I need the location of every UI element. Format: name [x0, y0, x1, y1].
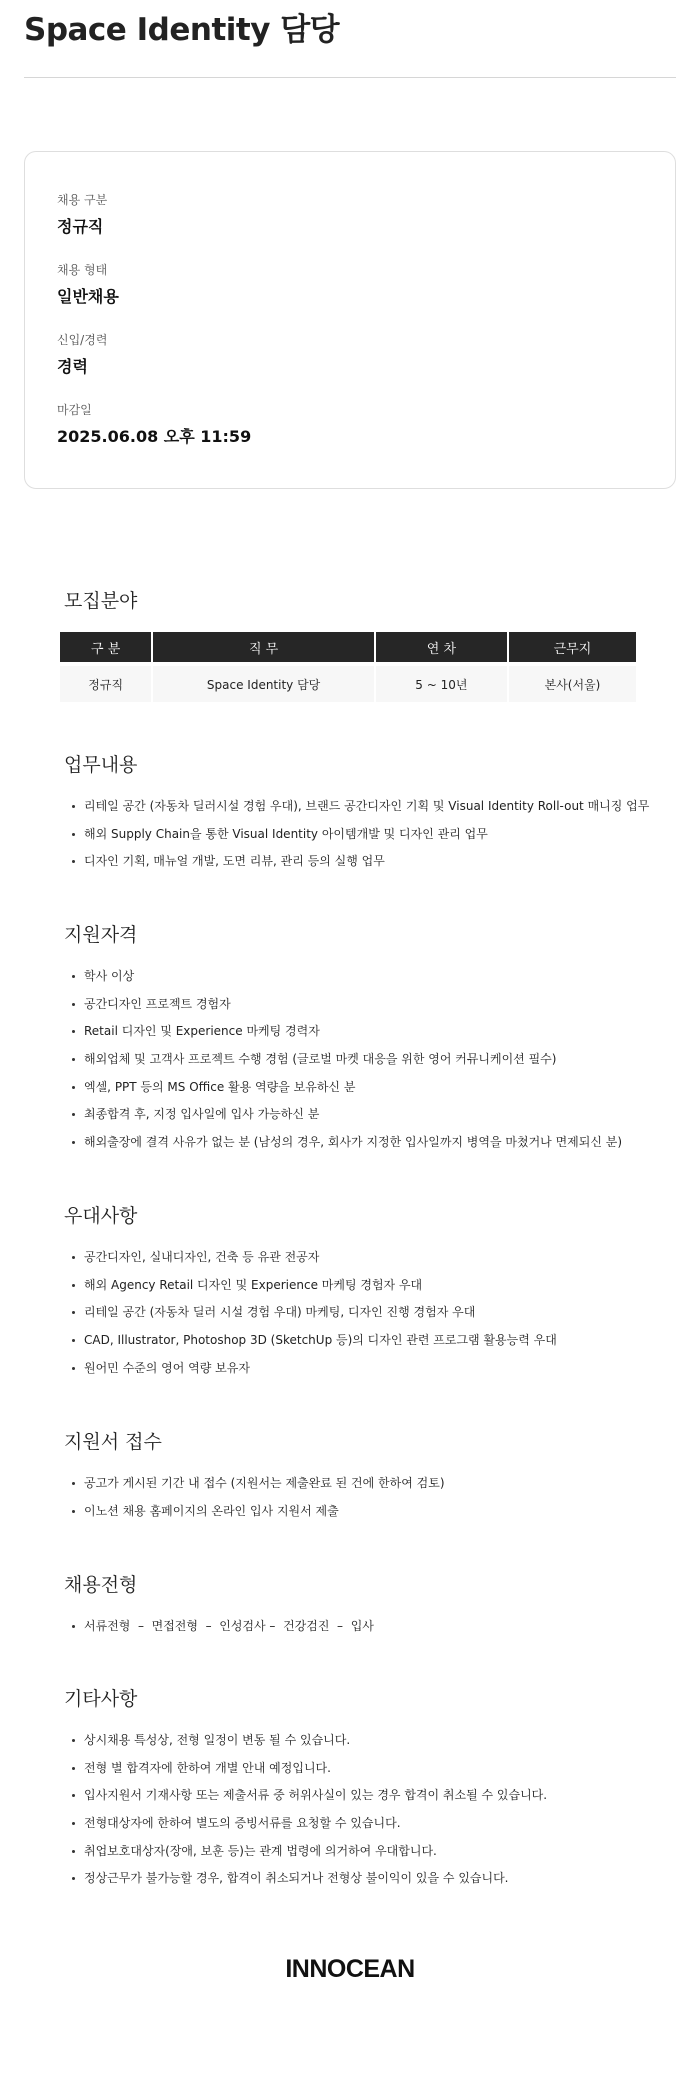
duties-section-title: 업무내용 [64, 754, 138, 776]
employment-category-label: 채용 구분 [57, 193, 108, 207]
preferred-list [70, 1249, 557, 1387]
col-header-years: 연 차 [376, 632, 507, 662]
job-summary-card [24, 151, 676, 489]
cell-years: 5 ~ 10년 [376, 662, 507, 702]
list-item: 리테일 공간 (자동차 딜러시설 경험 우대), 브랜드 공간디자인 기획 및 Visual Identity Roll-out 매니징 업무 [70, 798, 649, 826]
list-item: 리테일 공간 (자동차 딜러 시설 경험 우대) 마케팅, 디자인 진행 경험자 우대 [70, 1304, 557, 1332]
list-item: Retail 디자인 및 Experience 마케팅 경력자 [70, 1023, 622, 1051]
list-item: 최종합격 후, 지정 입사일에 입사 가능하신 분 [70, 1106, 622, 1134]
etc-list [70, 1732, 547, 1898]
qualifications-list [70, 968, 622, 1162]
list-item: 원어민 수준의 영어 역량 보유자 [70, 1360, 557, 1388]
list-item: 엑셀, PPT 등의 MS Office 활용 역량을 보유하신 분 [70, 1079, 622, 1107]
table-header-row [60, 632, 636, 662]
preferred-section-title: 우대사항 [64, 1205, 138, 1227]
list-item: CAD, Illustrator, Photoshop 3D (SketchUp 등)의 디자인 관련 프로그램 활용능력 우대 [70, 1332, 557, 1360]
process-section-title: 채용전형 [64, 1574, 138, 1596]
recruit-table [58, 632, 638, 702]
list-item: 전형 별 합격자에 한하여 개별 안내 예정입니다. [70, 1760, 547, 1788]
recruit-section-title: 모집분야 [64, 590, 138, 612]
page-title: Space Identity 담당 [24, 12, 340, 48]
application-section-title: 지원서 접수 [64, 1431, 162, 1453]
list-item: 이노션 채용 홈페이지의 온라인 입사 지원서 제출 [70, 1503, 445, 1531]
career-level-label: 신입/경력 [57, 333, 108, 347]
qualifications-section-title: 지원자격 [64, 924, 138, 946]
etc-section-title: 기타사항 [64, 1688, 138, 1710]
career-level [57, 332, 643, 402]
list-item: 공간디자인 프로젝트 경험자 [70, 996, 622, 1024]
list-item: 입사지원서 기재사항 또는 제출서류 중 허위사실이 있는 경우 합격이 취소될 수 있습니다. [70, 1787, 547, 1815]
list-item: 상시채용 특성상, 전형 일정이 변동 될 수 있습니다. [70, 1732, 547, 1760]
career-level-value: 경력 [57, 357, 88, 376]
list-item: 해외업체 및 고객사 프로젝트 수행 경험 (글로벌 마켓 대응을 위한 영어 커뮤니케이션 필수) [70, 1051, 622, 1079]
col-header-job: 직 무 [153, 632, 374, 662]
employment-type-value: 일반채용 [57, 287, 119, 306]
list-item: 해외 Agency Retail 디자인 및 Experience 마케팅 경험자 우대 [70, 1277, 557, 1305]
col-header-category: 구 분 [60, 632, 151, 662]
cell-location: 본사(서울) [509, 662, 636, 702]
innocean-logo: INNOCEAN [285, 1955, 415, 1983]
cell-category: 정규직 [60, 662, 151, 702]
list-item: 취업보호대상자(장애, 보훈 등)는 관계 법령에 의거하여 우대합니다. [70, 1843, 547, 1871]
list-item: 정상근무가 불가능할 경우, 합격이 취소되거나 전형상 불이익이 있을 수 있습니다. [70, 1870, 547, 1898]
list-item: 전형대상자에 한하여 별도의 증빙서류를 요청할 수 있습니다. [70, 1815, 547, 1843]
list-item: 해외 Supply Chain을 통한 Visual Identity 아이템개발 및 디자인 관리 업무 [70, 826, 649, 854]
application-list [70, 1475, 445, 1530]
list-item: 서류전형 – 면접전형 – 인성검사 – 건강검진 – 입사 [70, 1618, 374, 1646]
deadline-label: 마감일 [57, 403, 92, 417]
list-item: 해외출장에 결격 사유가 없는 분 (남성의 경우, 회사가 지정한 입사일까지 병역을 마쳤거나 면제되신 분) [70, 1134, 622, 1162]
col-header-location: 근무지 [509, 632, 636, 662]
cell-job: Space Identity 담당 [153, 662, 374, 702]
employment-type [57, 262, 643, 332]
employment-category-value: 정규직 [57, 217, 104, 236]
deadline-value: 2025.06.08 오후 11:59 [57, 427, 252, 446]
deadline [57, 402, 643, 472]
employment-type-label: 채용 형태 [57, 263, 108, 277]
duties-list [70, 798, 649, 881]
list-item: 공고가 게시된 기간 내 접수 (지원서는 제출완료 된 건에 한하여 검토) [70, 1475, 445, 1503]
title-divider [24, 77, 676, 78]
list-item: 학사 이상 [70, 968, 622, 996]
list-item: 공간디자인, 실내디자인, 건축 등 유관 전공자 [70, 1249, 557, 1277]
list-item: 디자인 기획, 매뉴얼 개발, 도면 리뷰, 관리 등의 실행 업무 [70, 853, 649, 881]
table-row [60, 662, 636, 702]
process-list [70, 1618, 374, 1646]
employment-category [57, 192, 643, 262]
